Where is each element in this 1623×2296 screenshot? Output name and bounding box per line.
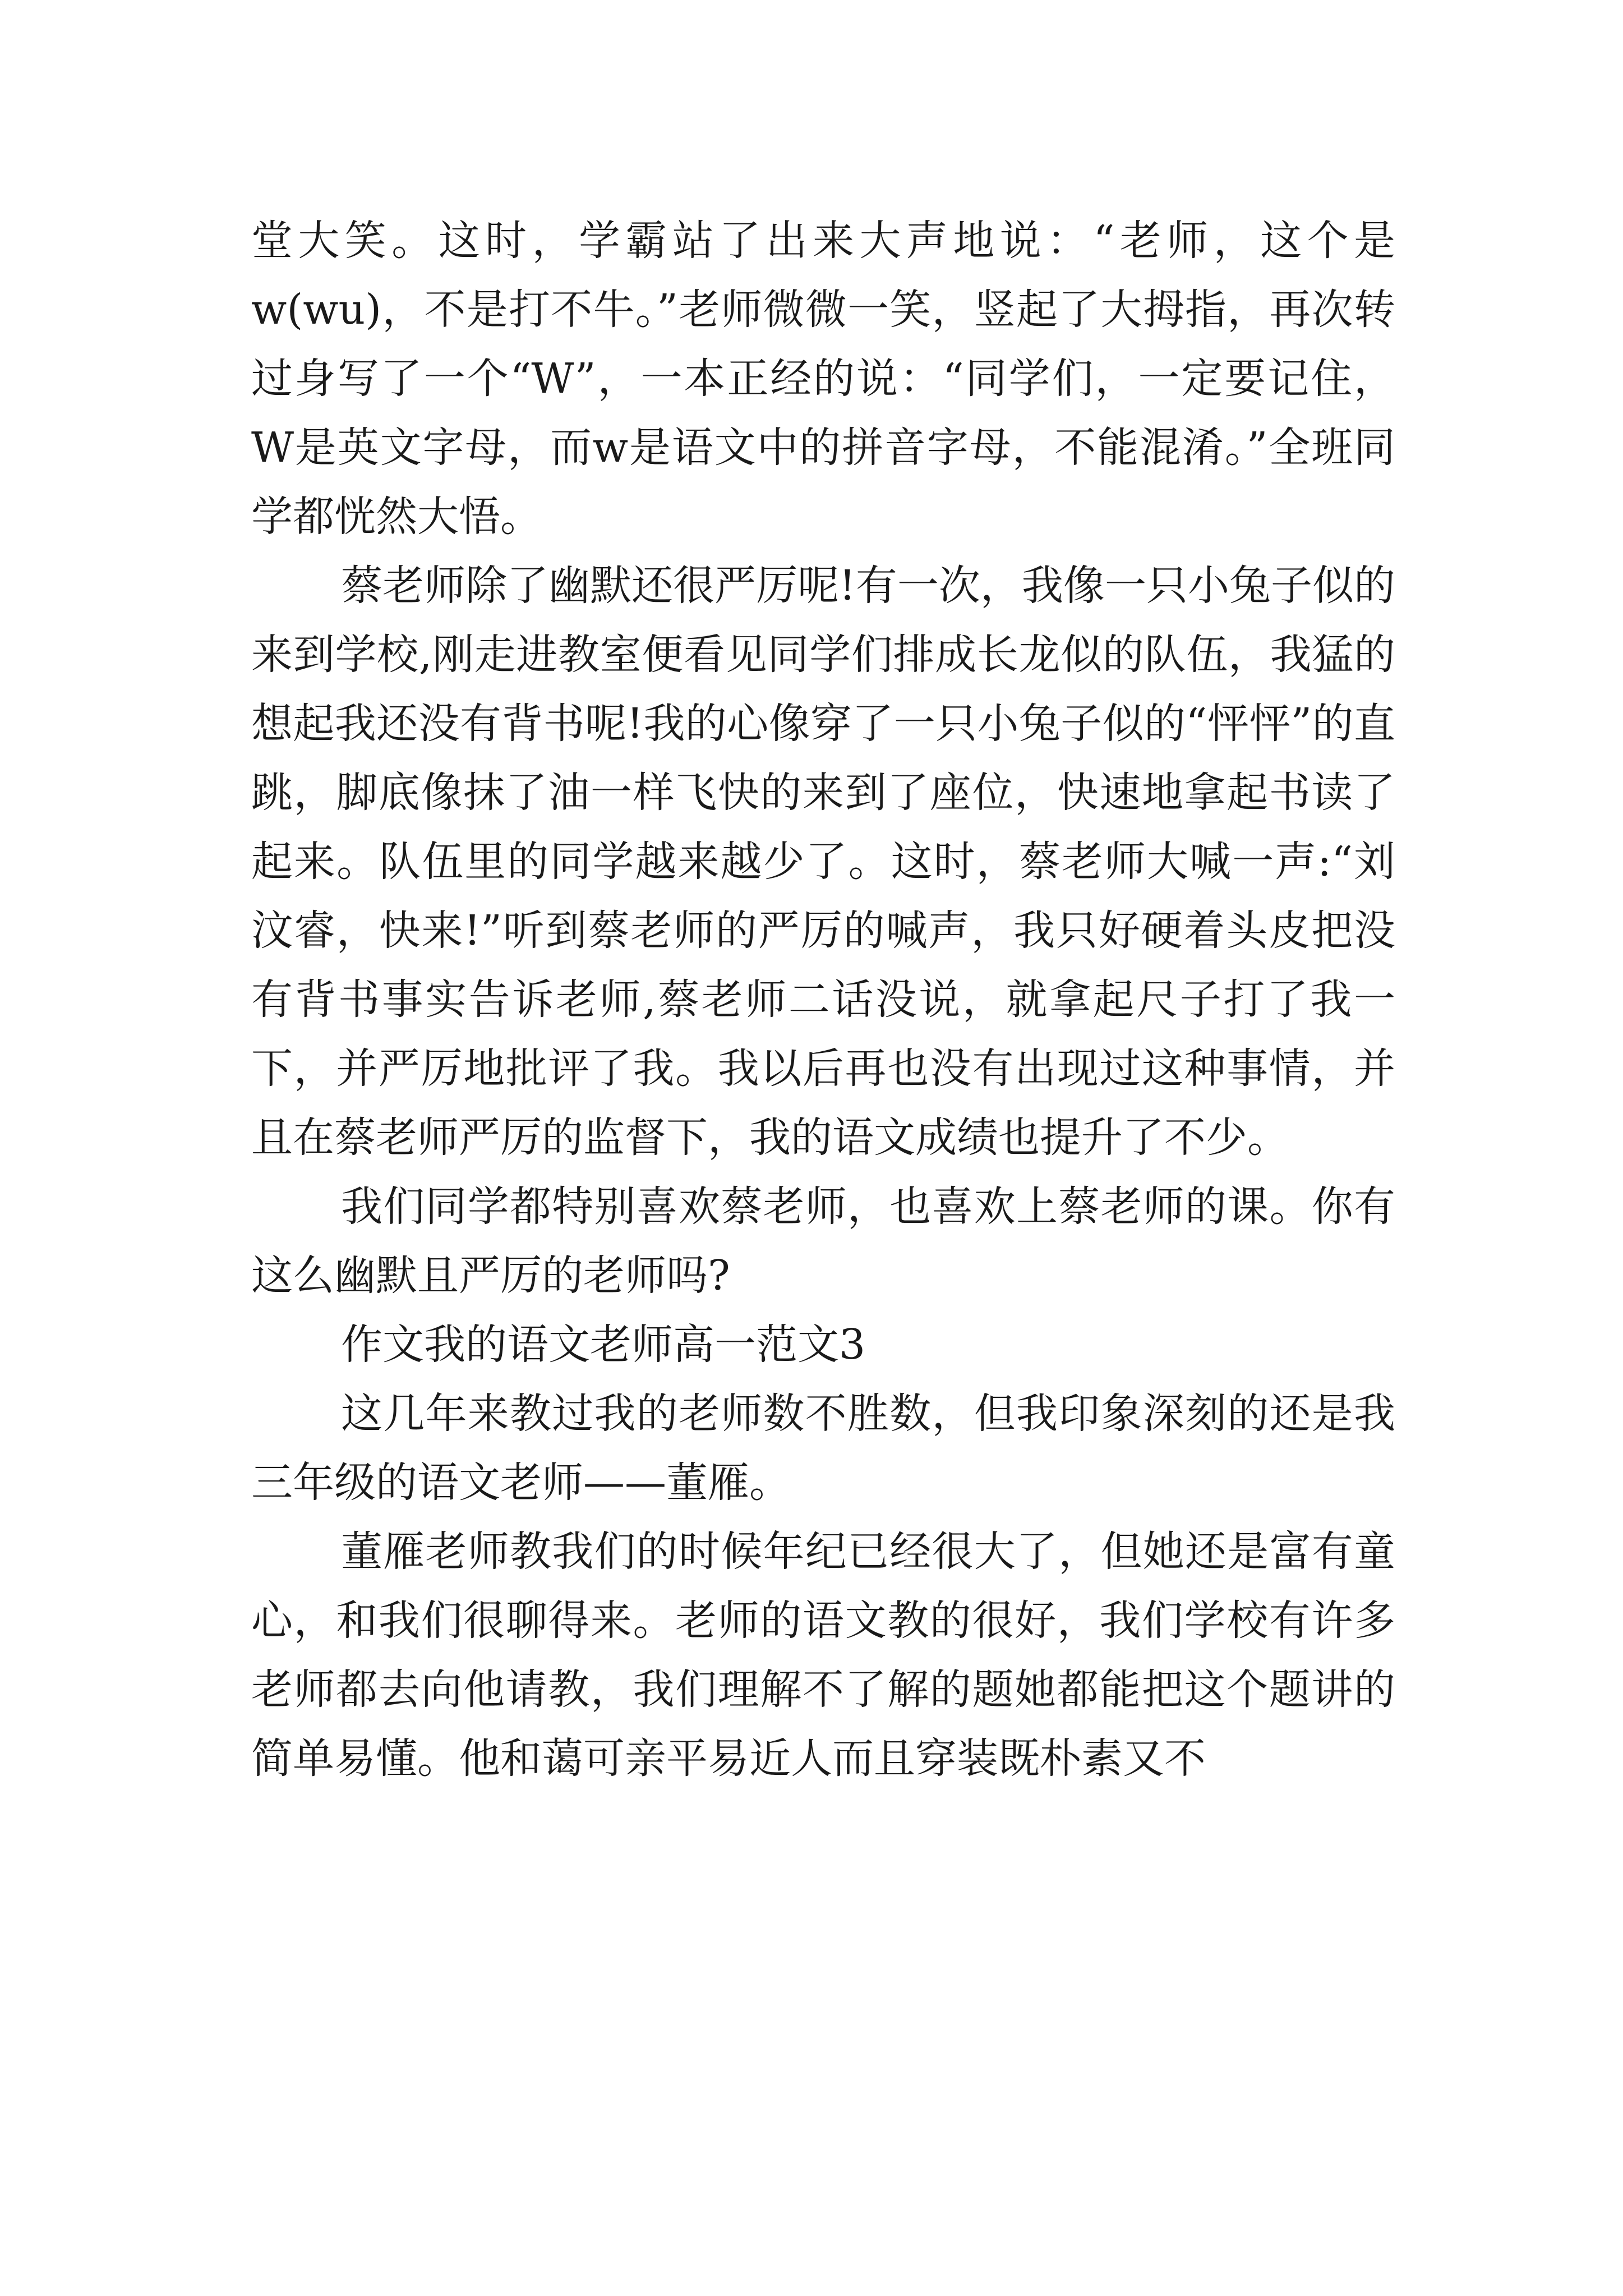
paragraph-strict-teacher: 蔡老师除了幽默还很严厉呢!有一次，我像一只小兔子似的来到学校,刚走进教室便看见同学们排成长龙似的队伍，我猛的想起我还没有背书呢!我的心像穿了一只小兔子似的“怦怦”的直跳，脚底像抹了油一样飞快的来到了座位，快速地拿起书读了起来。队伍里的同学越来越少了。这时，蔡老师大喊一声:“刘汶睿，快来!”听到蔡老师的严厉的喊声，我只好硬着头皮把没有背书事实告诉老师,蔡老师二话没说，就拿起尺子打了我一下，并严厉地批评了我。我以后再也没有出现过这种事情，并且在蔡老师严厉的监督下，我的语文成绩也提升了不少。 bbox=[251, 562, 1395, 1162]
paragraph-intro: 这几年来教过我的老师数不胜数，但我印象深刻的还是我三年级的语文老师——董雁。 bbox=[251, 1389, 1395, 1507]
paragraph-continued: 堂大笑。这时，学霸站了出来大声地说：“老师，这个是w(wu)，不是打不牛。”老师微微一笑，竖起了大拇指，再次转过身写了一个“W”，一本正经的说：“同学们，一定要记住，W是英文字母，而w是语文中的拼音字母，不能混淆。”全班同学都恍然大悟。 bbox=[251, 217, 1395, 541]
section-heading: 作文我的语文老师高一范文3 bbox=[341, 1320, 866, 1369]
document-body bbox=[251, 206, 1395, 1793]
paragraph-teacher-description: 董雁老师教我们的时候年纪已经很大了，但她还是富有童心，和我们很聊得来。老师的语文教的很好，我们学校有许多老师都去向他请教，我们理解不了解的题她都能把这个题讲的简单易懂。他和蔼可亲平易近人而且穿装既朴素又不 bbox=[251, 1527, 1395, 1783]
paragraph-conclusion: 我们同学都特别喜欢蔡老师，也喜欢上蔡老师的课。你有这么幽默且严厉的老师吗? bbox=[251, 1182, 1395, 1300]
